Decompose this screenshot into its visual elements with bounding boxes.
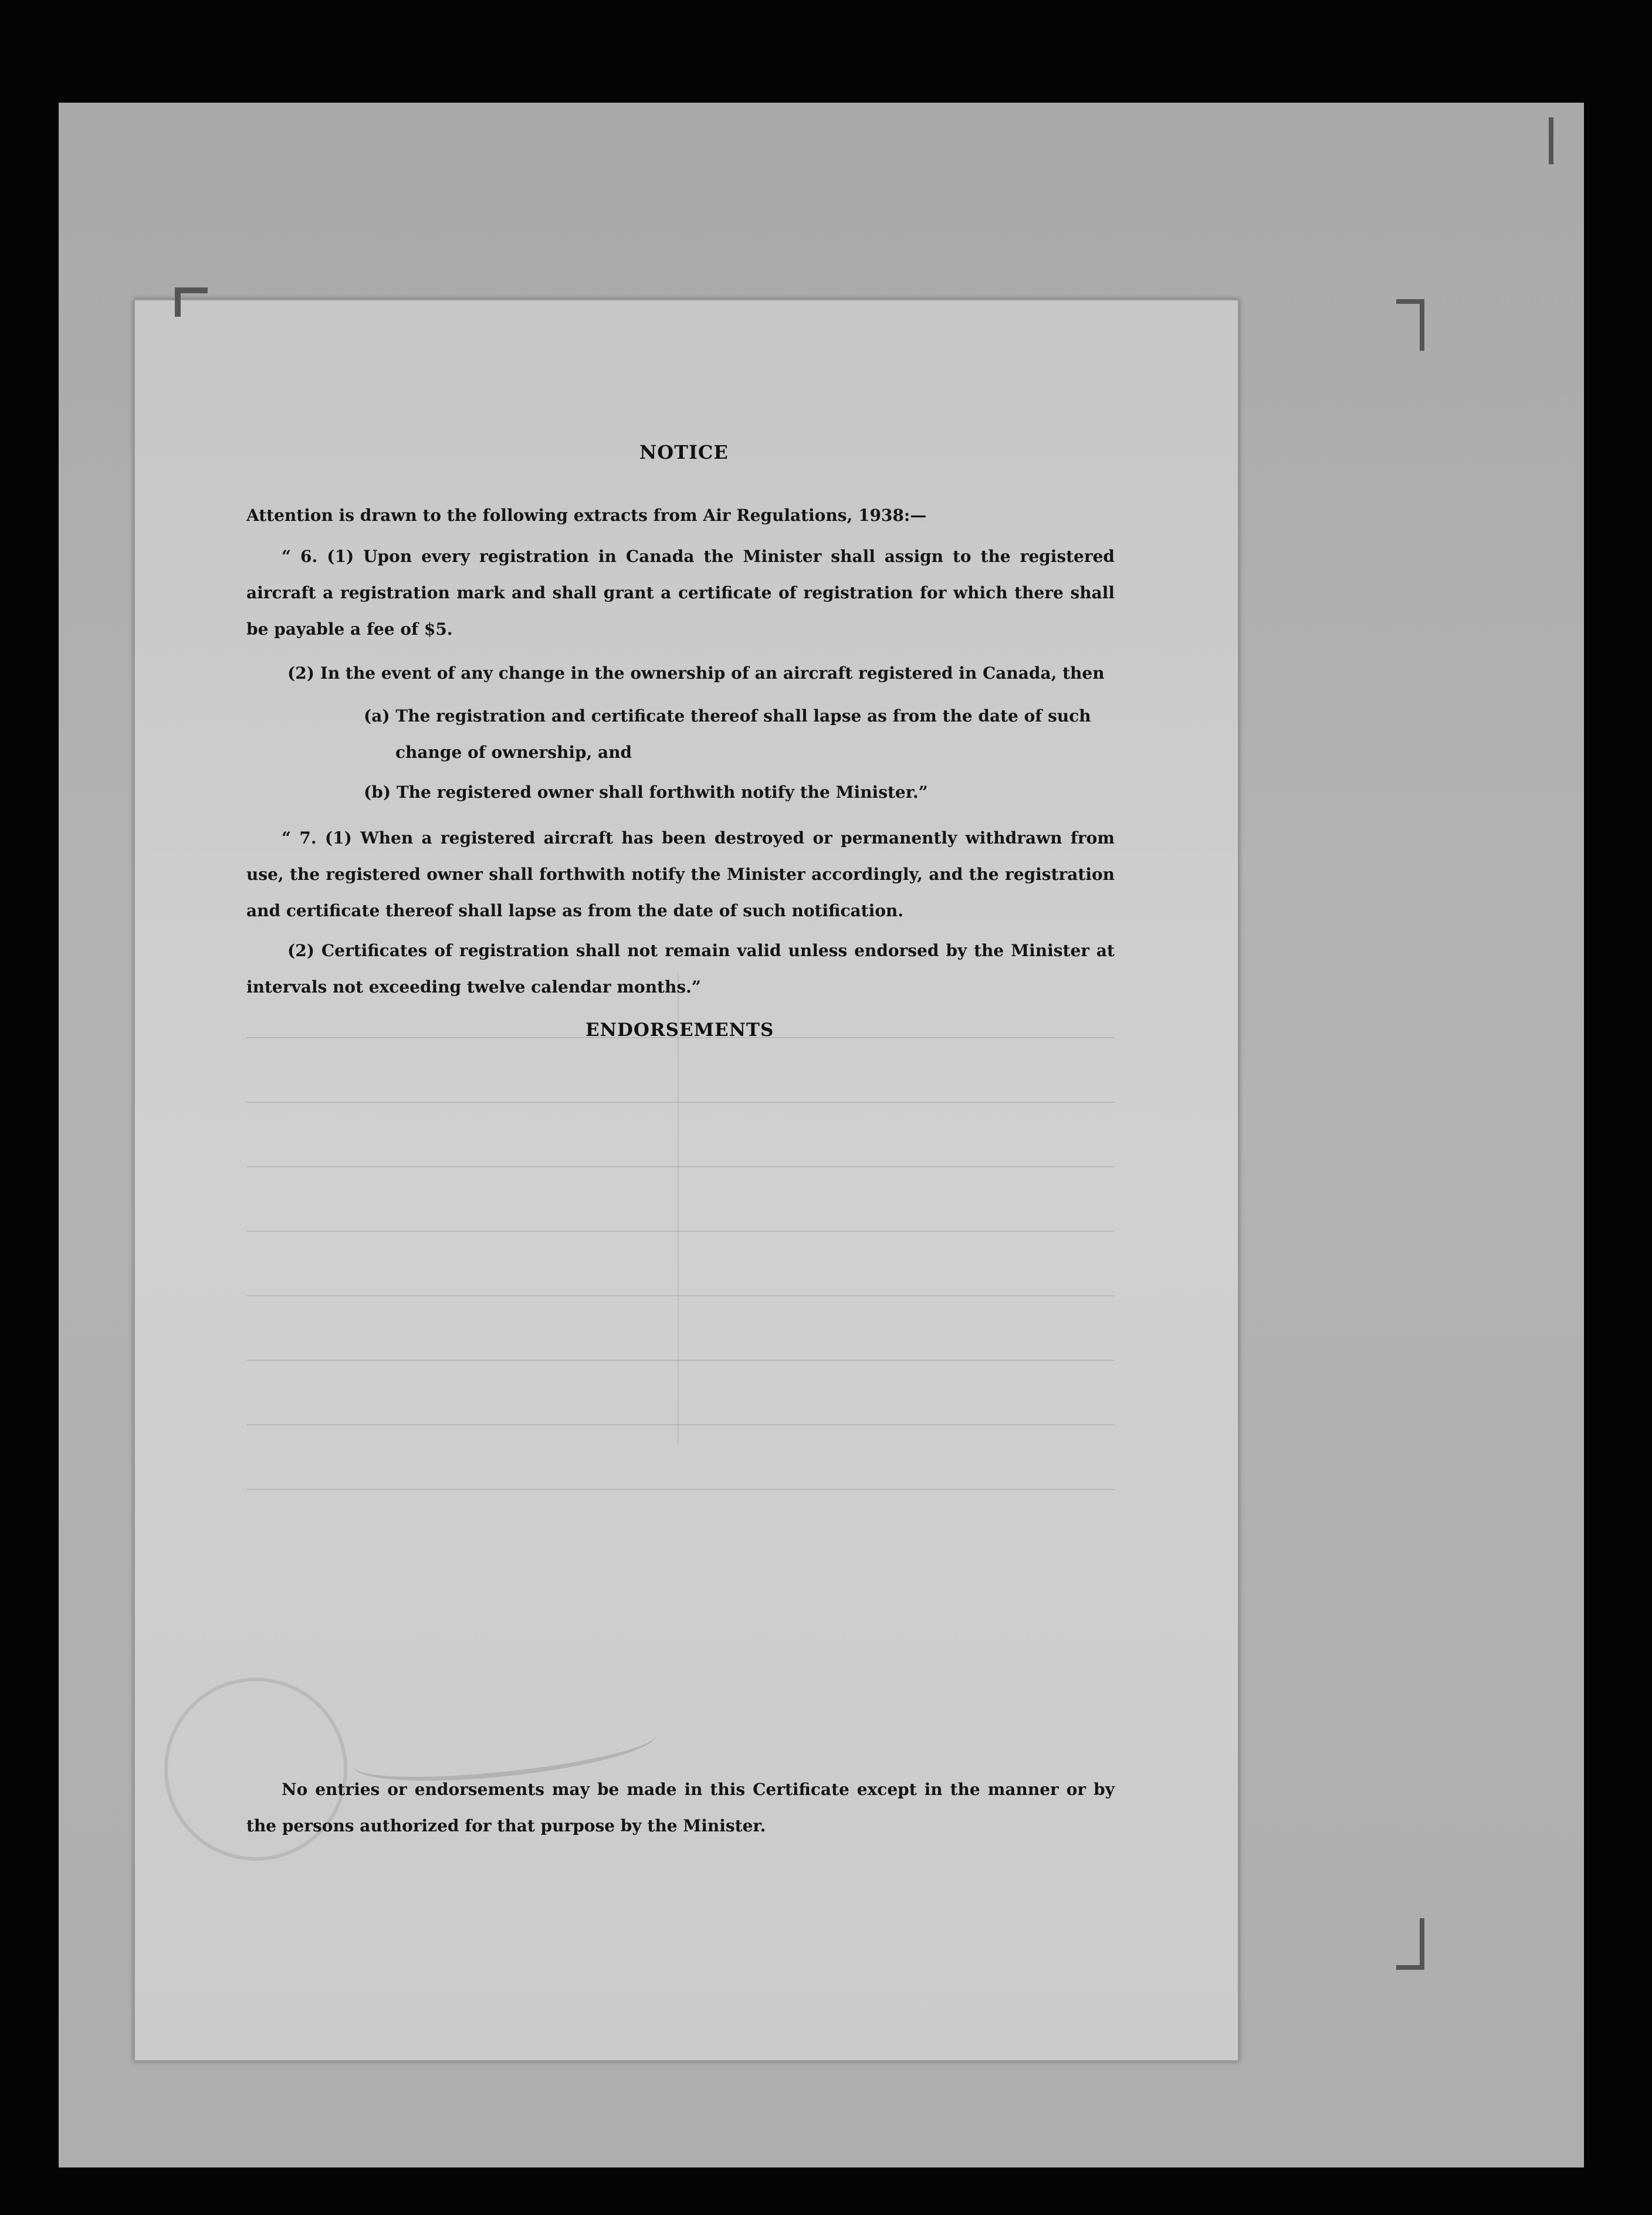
- bleed-through-row: [246, 1296, 1115, 1361]
- regulation-6-2a: (a) The registration and certificate thereof shall lapse as from the date of such change of ownership, and: [364, 706, 1091, 762]
- crop-mark: [1549, 117, 1562, 164]
- crop-mark: [175, 287, 208, 317]
- bleed-through-row: [246, 1038, 1115, 1103]
- regulation-6-2b: (b) The registered owner shall forthwith notify the Minister.”: [364, 783, 928, 802]
- endorsements-heading: ENDORSEMENTS: [585, 1020, 774, 1041]
- bleed-through-divider: [678, 974, 679, 1443]
- bleed-through-row: [246, 1425, 1115, 1490]
- footer-note: No entries or endorsements may be made in this Certificate except in the manner or by the persons authorized for that purpose by the Minister.: [246, 1780, 1115, 1835]
- bleed-through-form: [246, 974, 1115, 1490]
- bleed-through-row: [246, 1232, 1115, 1296]
- notice-heading: NOTICE: [639, 441, 729, 463]
- regulation-6-2: (2) In the event of any change in the ownership of an aircraft registered in Canada, then: [287, 663, 1105, 683]
- regulation-7-1: “ 7. (1) When a registered aircraft has been destroyed or permanently withdrawn from use, the registered owner shall forthwith notify the Minister accordingly, and the registration and certificate thereof shall lapse as from the date of such notification.: [246, 828, 1115, 920]
- crop-mark: [1396, 299, 1424, 351]
- bleed-through-row: [246, 1361, 1115, 1425]
- bleed-through-row: [246, 1167, 1115, 1232]
- regulation-6-1: “ 6. (1) Upon every registration in Canada the Minister shall assign to the registered aircraft a registration mark and shall grant a certificate of registration for which there shall be payable a fee of $5.: [246, 547, 1115, 639]
- notice-intro: Attention is drawn to the following extracts from Air Regulations, 1938:—: [246, 506, 927, 525]
- bleed-through-row: [246, 1103, 1115, 1167]
- regulation-7-2: (2) Certificates of registration shall not remain valid unless endorsed by the Minister at intervals not exceeding twelve calendar months.”: [246, 941, 1115, 997]
- crop-mark: [1396, 1918, 1424, 1970]
